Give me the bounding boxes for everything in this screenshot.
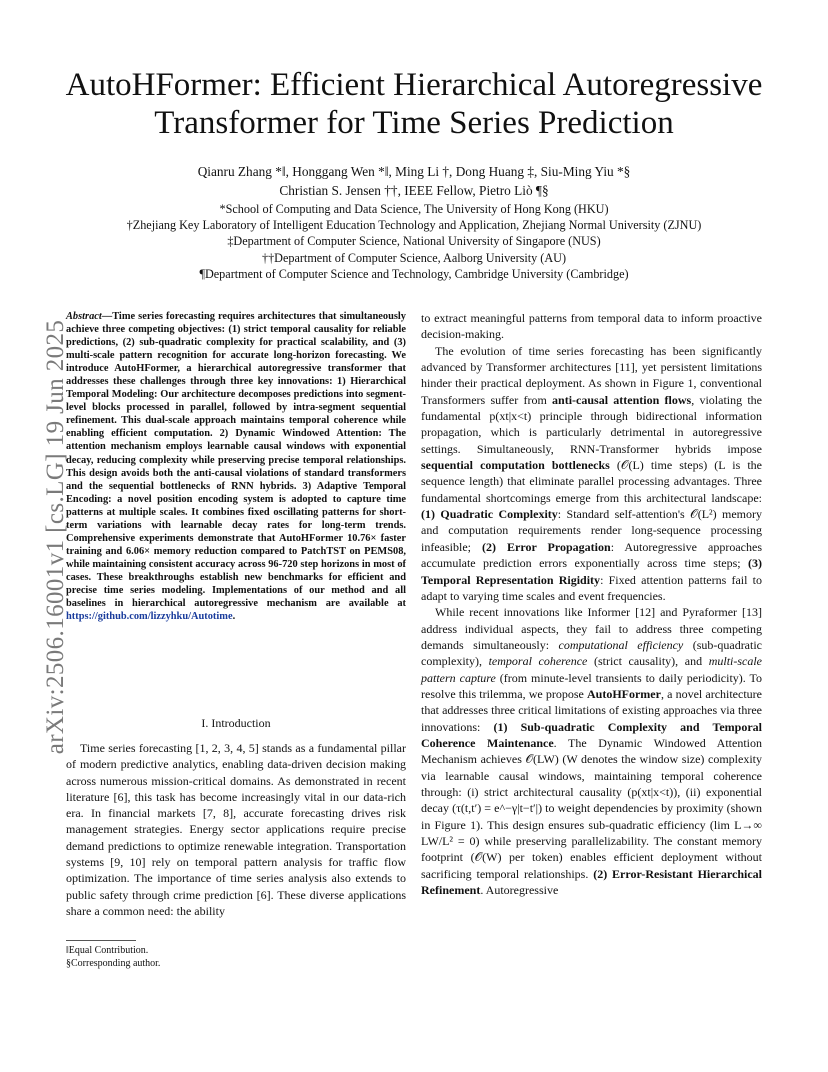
text-run: (𝒪(L) time steps) (L is the sequence length) that eliminate parallel processing advantages. Three fundamental shortcomings emerge from this architectural landscape: xyxy=(421,458,762,505)
text-run: : Fixed attention patterns fail to adapt to varying time scales and event frequencies. xyxy=(421,572,763,603)
right-paragraph-0: to extract meaningful patterns from temporal data to inform proactive decision-making. xyxy=(421,311,762,342)
bold-phrase: (1) Quadratic Complexity xyxy=(421,507,558,522)
affiliation: *School of Computing and Data Science, The University of Hong Kong (HKU) xyxy=(219,202,609,216)
bold-phrase: (3) Temporal Representation Rigidity xyxy=(421,556,762,587)
affiliation: ††Department of Computer Science, Aalborg University (AU) xyxy=(261,250,567,265)
arxiv-stamp: arXiv:2506.16001v1 [cs.LG] 19 Jun 2025 xyxy=(42,319,69,755)
bold-phrase: sequential computation bottlenecks xyxy=(421,458,610,473)
text-run: , violating the fundamental p(xt|x<t) principle through bidirectional information propagation, which is particularly detrimental in autoregressive settings. Simultaneously, RNN-Transformer hybrids impose xyxy=(421,392,763,456)
italic-phrase: computational efficiency xyxy=(558,637,684,652)
footnotes xyxy=(66,944,406,970)
italic-phrase: temporal coherence xyxy=(488,654,588,669)
bold-phrase: (2) Error Propagation xyxy=(482,539,611,554)
text-run: , a novel architecture that addresses three critical limitations of existing approaches via three innovations: xyxy=(421,686,762,734)
abstract xyxy=(66,310,406,623)
bold-phrase: (1) Sub-quadratic Complexity and Temporal Coherence Maintenance xyxy=(421,719,762,750)
paper-title: AutoHFormer: Efficient Hierarchical Autoregressive Transformer for Time Series Prediction xyxy=(65,67,763,141)
bold-phrase: (2) Error-Resistant Hierarchical Refinement xyxy=(421,866,762,898)
text-run: : Standard self-attention's 𝒪(L²) memory and computation requirements render long-sequence processing infeasible; xyxy=(421,507,763,554)
section-heading: I. Introduction xyxy=(201,716,271,730)
right-paragraph-2 xyxy=(421,604,762,898)
authors-line-2: Christian S. Jensen ††, IEEE Fellow, Pietro Liò ¶§ xyxy=(279,183,549,198)
italic-phrase: multi-scale pattern capture xyxy=(421,654,763,685)
footnote: ‖Equal Contribution. xyxy=(66,945,149,956)
right-column xyxy=(421,310,762,898)
text-run: The evolution of time series forecasting has been significantly advanced by Transformer architectures [11], yet persistent limitations hinder their practical deployment. As shown in Figure 1, conventional Transformers suffer from xyxy=(421,343,762,407)
authors-line-1: Qianru Zhang *‖, Honggang Wen *‖, Ming Li †, Dong Huang ‡, Siu-Ming Yiu *§ xyxy=(197,164,631,179)
text-run: (strict causality), and xyxy=(587,654,709,669)
intro-left-column xyxy=(66,740,406,919)
bold-phrase: AutoHFormer xyxy=(586,686,661,701)
footnote: §Corresponding author. xyxy=(66,958,161,969)
bold-phrase: anti-causal attention flows xyxy=(552,392,692,407)
author-list xyxy=(60,162,768,200)
affiliation: ¶Department of Computer Science and Technology, Cambridge University (Cambridge) xyxy=(199,266,629,281)
text-run: . The Dynamic Windowed Attention Mechanism achieves 𝒪(LW) (W denotes the window size) complexity via learnable causal windows, maintaining temporal coherence through: (i) strict architectural causality (p(xt|x<t)), (ii) exponential decay (τ(t,t′) = e^−γ|t−t′|) to weight dependencies by proximity (shown in Figure 1). This design ensures sub-quadratic efficiency (lim L→∞ LW/L² = 0) while preserving parallelizability. The constant memory footprint (𝒪(W) per token) enables efficient deployment without sacrificing temporal relationships. xyxy=(421,735,762,881)
text-run: : Autoregressive approaches accumulate prediction errors exponentially across time steps; xyxy=(421,539,762,571)
text-run: (from minute-level transients to daily periodicity). To resolve this trilemma, we propose xyxy=(421,670,762,701)
abstract-label: Abstract xyxy=(66,311,102,322)
affiliation: †Zhejiang Key Laboratory of Intelligent Education Technology and Application, Zhejiang Normal University (ZJNU) xyxy=(126,218,702,233)
intro-paragraph: Time series forecasting [1, 2, 3, 4, 5] stands as a fundamental pillar of modern predictive analytics, enabling data-driven decision making across numerous mission-critical domains. As demonstrated in recent literature [6], this task has become increasingly vital in our data-rich era. In financial markets [7, 8], accurate forecasting drives risk management strategies. Energy sector applications require precise demand predictions to optimize renewable integration. Transportation systems [9, 10] rely on temporal pattern analysis for traffic flow optimization. The importance of time series analysis also extends to public safety through crime prediction [6]. These diverse applications share a common need: the ability xyxy=(66,741,406,918)
code-link[interactable]: https://github.com/lizzyhku/Autotime xyxy=(66,611,233,623)
text-run: . Autoregressive xyxy=(480,883,559,898)
footnote-rule xyxy=(66,940,136,941)
text-run: (sub-quadratic complexity), xyxy=(421,637,763,669)
text-run: While recent innovations like Informer [12] and Pyraformer [13] address individual aspects, they fail to address three competing demands simultaneously: xyxy=(421,605,762,652)
affiliations xyxy=(60,201,768,282)
affiliation: ‡Department of Computer Science, National University of Singapore (NUS) xyxy=(227,234,601,249)
abstract-text: —Time series forecasting requires architectures that simultaneously achieve three competing objectives: (1) strict temporal causality for reliable predictions, (2) sub-quadratic complexity for practical scalability, and (3) multi-scale pattern recognition for accurate long-horizon forecasting. We introduce AutoHFormer, a hierarchical autoregressive transformer that addresses these challenges through three key innovations: 1) Hierarchical Temporal Modeling: Our architecture decomposes predictions into segment-level blocks processed in parallel, followed by intra-segment sequential refinement. This dual-scale approach maintains temporal coherence while enabling efficient computation. 2) Dynamic Windowed Attention: The attention mechanism employs learnable causal windows with exponential decay, reducing complexity while preserving precise temporal relationships. This design avoids both the anti-causal violations of standard transformers and the sequential bottlenecks of RNN hybrids. 3) Adaptive Temporal Encoding: a novel position encoding system is adopted to capture time patterns at multiple scales. It combines fixed oscillating patterns for short-term variations with learnable decay rates for long-term trends. Comprehensive experiments demonstrate that AutoHFormer 10.76× faster training and 6.06× memory reduction compared to PatchTST on PEMS08, while maintaining consistent accuracy across 96-720 step horizons in most of cases. These breakthroughs establish new benchmarks for efficient and precise time series modeling. Implementations of our method and all baselines in hierarchical autoregressive mechanism are available at xyxy=(66,311,406,610)
right-paragraph-1 xyxy=(421,343,762,605)
abstract-end: . xyxy=(232,611,236,623)
